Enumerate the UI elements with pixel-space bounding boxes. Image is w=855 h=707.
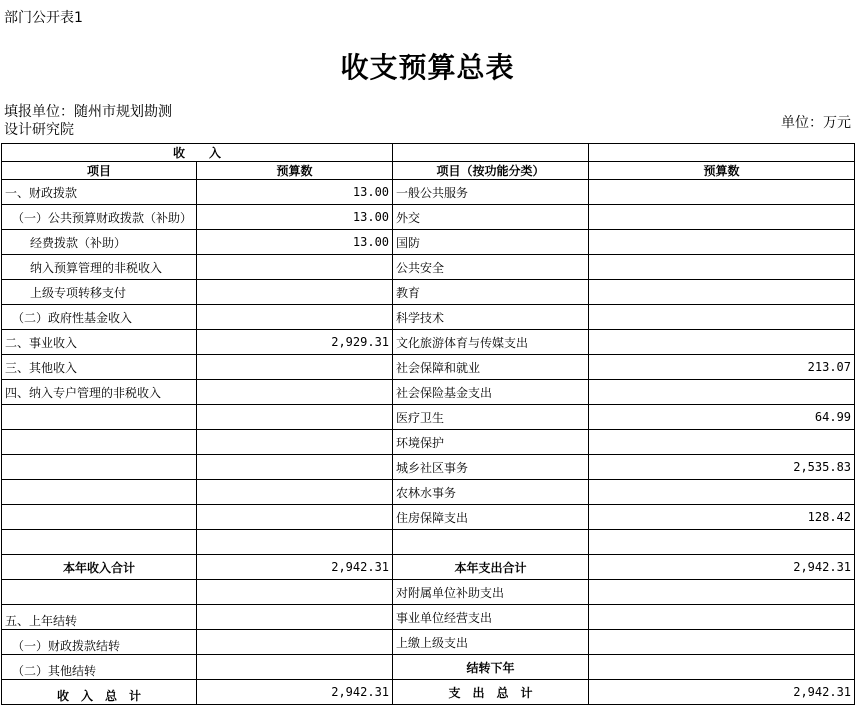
expense-item: 结转下年 bbox=[393, 655, 589, 680]
income-item bbox=[2, 505, 197, 530]
grand-income-value: 2,942.31 bbox=[197, 680, 393, 705]
expense-value bbox=[589, 580, 855, 605]
table-row bbox=[2, 330, 855, 355]
expense-value: 128.42 bbox=[589, 505, 855, 530]
income-value bbox=[197, 280, 393, 305]
expense-item: 对附属单位补助支出 bbox=[393, 580, 589, 605]
filler-unit bbox=[4, 103, 204, 139]
expense-total-value: 2,942.31 bbox=[589, 555, 855, 580]
table-row bbox=[2, 180, 855, 205]
table-row bbox=[2, 630, 855, 655]
income-value: 2,929.31 bbox=[197, 330, 393, 355]
income-value bbox=[197, 505, 393, 530]
income-item: 上级专项转移支付 bbox=[2, 280, 197, 305]
income-item: （二）政府性基金收入 bbox=[2, 305, 197, 330]
table-row bbox=[2, 580, 855, 605]
expense-item: 文化旅游体育与传媒支出 bbox=[393, 330, 589, 355]
table-row bbox=[2, 455, 855, 480]
expense-value bbox=[589, 530, 855, 555]
expense-item: 医疗卫生 bbox=[393, 405, 589, 430]
col-header-item-func: 项目（按功能分类） bbox=[393, 162, 589, 180]
income-value: 13.00 bbox=[197, 180, 393, 205]
section-expense-header-blank bbox=[589, 144, 855, 162]
grand-expense-label: 支 出 总 计 bbox=[393, 680, 589, 705]
expense-value: 213.07 bbox=[589, 355, 855, 380]
expense-item: 教育 bbox=[393, 280, 589, 305]
income-value bbox=[197, 630, 393, 655]
expense-value bbox=[589, 655, 855, 680]
table-row bbox=[2, 655, 855, 680]
table-row bbox=[2, 205, 855, 230]
table-row bbox=[2, 605, 855, 630]
table-row bbox=[2, 255, 855, 280]
table-row bbox=[2, 305, 855, 330]
table-row bbox=[2, 230, 855, 255]
expense-total-label: 本年支出合计 bbox=[393, 555, 589, 580]
income-value bbox=[197, 605, 393, 630]
income-item: 五、上年结转 bbox=[2, 605, 197, 630]
income-value bbox=[197, 380, 393, 405]
expense-value bbox=[589, 630, 855, 655]
expense-item: 社会保障和就业 bbox=[393, 355, 589, 380]
column-header-row bbox=[2, 162, 855, 180]
budget-table bbox=[1, 143, 855, 705]
section-income-header: 收 入 bbox=[2, 144, 393, 162]
income-item: （一）财政拨款结转 bbox=[2, 630, 197, 655]
table-row bbox=[2, 430, 855, 455]
income-item: 经费拨款（补助） bbox=[2, 230, 197, 255]
expense-item: 住房保障支出 bbox=[393, 505, 589, 530]
income-item: 三、其他收入 bbox=[2, 355, 197, 380]
expense-item: 外交 bbox=[393, 205, 589, 230]
annual-total-row bbox=[2, 555, 855, 580]
income-item bbox=[2, 530, 197, 555]
income-item bbox=[2, 580, 197, 605]
income-item: 纳入预算管理的非税收入 bbox=[2, 255, 197, 280]
income-total-label: 本年收入合计 bbox=[2, 555, 197, 580]
col-header-budget2: 预算数 bbox=[589, 162, 855, 180]
income-value: 13.00 bbox=[197, 205, 393, 230]
income-value bbox=[197, 530, 393, 555]
expense-value bbox=[589, 605, 855, 630]
income-value: 13.00 bbox=[197, 230, 393, 255]
income-item: 一、财政拨款 bbox=[2, 180, 197, 205]
income-value bbox=[197, 655, 393, 680]
grand-expense-value: 2,942.31 bbox=[589, 680, 855, 705]
grand-total-row bbox=[2, 680, 855, 705]
expense-value: 64.99 bbox=[589, 405, 855, 430]
income-item bbox=[2, 430, 197, 455]
table-row bbox=[2, 355, 855, 380]
expense-value bbox=[589, 380, 855, 405]
expense-value bbox=[589, 180, 855, 205]
page-title: 收支预算总表 bbox=[340, 51, 515, 84]
section-expense-header bbox=[393, 144, 589, 162]
col-header-item: 项目 bbox=[2, 162, 197, 180]
income-item: 二、事业收入 bbox=[2, 330, 197, 355]
filler-unit-line2: 设计研究院 bbox=[4, 122, 74, 138]
income-value bbox=[197, 580, 393, 605]
income-item bbox=[2, 405, 197, 430]
income-value bbox=[197, 455, 393, 480]
income-item: （一）公共预算财政拨款（补助） bbox=[2, 205, 197, 230]
table-row bbox=[2, 280, 855, 305]
income-value bbox=[197, 405, 393, 430]
income-value bbox=[197, 480, 393, 505]
table-row bbox=[2, 380, 855, 405]
expense-value bbox=[589, 330, 855, 355]
table-row bbox=[2, 480, 855, 505]
expense-item: 事业单位经营支出 bbox=[393, 605, 589, 630]
expense-item: 上缴上级支出 bbox=[393, 630, 589, 655]
section-header-row bbox=[2, 144, 855, 162]
table-row bbox=[2, 530, 855, 555]
expense-value: 2,535.83 bbox=[589, 455, 855, 480]
income-item: 四、纳入专户管理的非税收入 bbox=[2, 380, 197, 405]
expense-item: 一般公共服务 bbox=[393, 180, 589, 205]
expense-value bbox=[589, 305, 855, 330]
table-row bbox=[2, 405, 855, 430]
expense-item: 环境保护 bbox=[393, 430, 589, 455]
expense-item: 国防 bbox=[393, 230, 589, 255]
expense-item bbox=[393, 530, 589, 555]
expense-value bbox=[589, 280, 855, 305]
unit-label: 单位：万元 bbox=[781, 115, 851, 131]
filler-unit-line1: 填报单位：随州市规划勘测 bbox=[4, 104, 172, 120]
table-row bbox=[2, 505, 855, 530]
income-item: （二）其他结转 bbox=[2, 655, 197, 680]
income-item bbox=[2, 455, 197, 480]
income-value bbox=[197, 430, 393, 455]
expense-value bbox=[589, 430, 855, 455]
expense-value bbox=[589, 205, 855, 230]
income-item bbox=[2, 480, 197, 505]
expense-value bbox=[589, 480, 855, 505]
col-header-budget: 预算数 bbox=[197, 162, 393, 180]
form-code: 部门公开表1 bbox=[4, 10, 83, 26]
expense-value bbox=[589, 255, 855, 280]
income-value bbox=[197, 355, 393, 380]
income-value bbox=[197, 255, 393, 280]
grand-income-label: 收 入 总 计 bbox=[2, 680, 197, 705]
expense-item: 科学技术 bbox=[393, 305, 589, 330]
expense-item: 农林水事务 bbox=[393, 480, 589, 505]
income-value bbox=[197, 305, 393, 330]
income-total-value: 2,942.31 bbox=[197, 555, 393, 580]
expense-item: 公共安全 bbox=[393, 255, 589, 280]
expense-item: 社会保险基金支出 bbox=[393, 380, 589, 405]
expense-value bbox=[589, 230, 855, 255]
expense-item: 城乡社区事务 bbox=[393, 455, 589, 480]
